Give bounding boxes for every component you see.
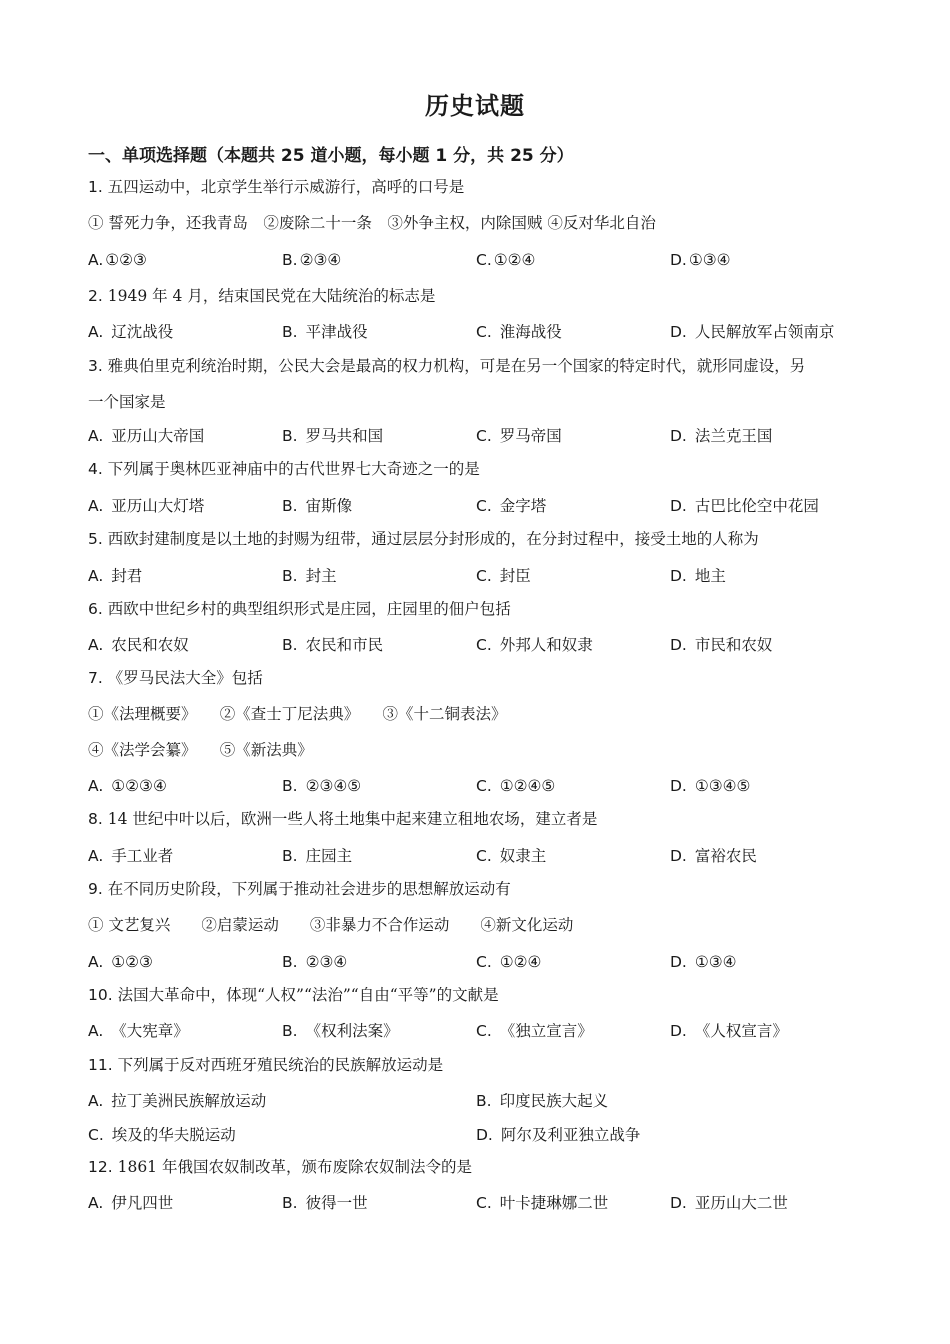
q7-option-d: D. ①③④⑤ — [670, 777, 751, 795]
q10-option-b: B. 《权利法案》 — [282, 1022, 399, 1040]
q3-option-c: C. 罗马帝国 — [476, 427, 562, 445]
q10-option-a: A. 《大宪章》 — [88, 1022, 189, 1040]
q10-option-d: D. 《人权宣言》 — [670, 1022, 788, 1040]
question-12: 12. 1861 年俄国农奴制改革，颁布废除农奴制法令的是 — [88, 1158, 472, 1176]
question-11: 11. 下列属于反对西班牙殖民统治的民族解放运动是 — [88, 1056, 444, 1074]
q9-option-c: C. ①②④ — [476, 953, 542, 971]
q8-option-d: D. 富裕农民 — [670, 847, 757, 865]
q1-option-b: B. ②③④ — [282, 251, 342, 269]
question-2: 2. 1949 年 4 月，结束国民党在大陆统治的标志是 — [88, 287, 436, 305]
q4-option-d: D. 古巴比伦空中花园 — [670, 497, 819, 515]
question-1: 1. 五四运动中，北京学生举行示威游行，高呼的口号是 — [88, 178, 465, 196]
question-8: 8. 14 世纪中叶以后，欧洲一些人将土地集中起来建立租地农场，建立者是 — [88, 810, 598, 828]
q11-option-a: A. 拉丁美洲民族解放运动 — [88, 1092, 267, 1110]
q2-option-d: D. 人民解放军占领南京 — [670, 323, 835, 341]
q6-option-d: D. 市民和农奴 — [670, 636, 773, 654]
q9-option-a: A. ①②③ — [88, 953, 153, 971]
q11-option-c: C. 埃及的华夫脱运动 — [88, 1126, 236, 1144]
q4-option-a: A. 亚历山大灯塔 — [88, 497, 205, 515]
q7-option-a: A. ①②③④ — [88, 777, 167, 795]
q12-option-b: B. 彼得一世 — [282, 1194, 368, 1212]
q1-option-d: D. ①③④ — [670, 251, 731, 269]
question-7-statements-1: ①《法理概要》 ②《查士丁尼法典》 ③《十二铜表法》 — [88, 705, 507, 723]
section-heading: 一、单项选择题（本题共 25 道小题，每小题 1 分，共 25 分） — [88, 146, 574, 166]
q12-option-c: C. 叶卡捷琳娜二世 — [476, 1194, 609, 1212]
q5-option-a: A. 封君 — [88, 567, 143, 585]
q4-option-c: C. 金字塔 — [476, 497, 547, 515]
q7-option-b: B. ②③④⑤ — [282, 777, 362, 795]
q5-option-c: C. 封臣 — [476, 567, 531, 585]
question-7-statements-2: ④《法学会纂》 ⑤《新法典》 — [88, 741, 313, 759]
q5-option-d: D. 地主 — [670, 567, 726, 585]
question-4: 4. 下列属于奥林匹亚神庙中的古代世界七大奇迹之一的是 — [88, 460, 480, 478]
q3-option-d: D. 法兰克王国 — [670, 427, 773, 445]
question-9-statements: ① 文艺复兴 ②启蒙运动 ③非暴力不合作运动 ④新文化运动 — [88, 916, 574, 934]
q8-option-a: A. 手工业者 — [88, 847, 174, 865]
q9-option-d: D. ①③④ — [670, 953, 737, 971]
question-5: 5. 西欧封建制度是以土地的封赐为纽带，通过层层分封形成的，在分封过程中，接受土地的人称为 — [88, 530, 759, 548]
q12-option-a: A. 伊凡四世 — [88, 1194, 174, 1212]
q2-option-c: C. 淮海战役 — [476, 323, 562, 341]
q2-option-a: A. 辽沈战役 — [88, 323, 174, 341]
question-3-continued: 一个国家是 — [88, 393, 166, 411]
q3-option-b: B. 罗马共和国 — [282, 427, 384, 445]
question-7: 7. 《罗马民法大全》包括 — [88, 669, 263, 687]
q6-option-a: A. 农民和农奴 — [88, 636, 189, 654]
question-3: 3. 雅典伯里克利统治时期，公民大会是最高的权力机构，可是在另一个国家的特定时代，就形同虚设，另 — [88, 357, 806, 375]
question-6: 6. 西欧中世纪乡村的典型组织形式是庄园，庄园里的佃户包括 — [88, 600, 511, 618]
q5-option-b: B. 封主 — [282, 567, 337, 585]
question-10: 10. 法国大革命中，体现“人权”“法治”“自由“平等”的文献是 — [88, 986, 499, 1004]
question-9: 9. 在不同历史阶段，下列属于推动社会进步的思想解放运动有 — [88, 880, 511, 898]
page-title: 历史试题 — [425, 92, 525, 120]
q8-option-c: C. 奴隶主 — [476, 847, 547, 865]
q3-option-a: A. 亚历山大帝国 — [88, 427, 205, 445]
q9-option-b: B. ②③④ — [282, 953, 348, 971]
q11-option-d: D. 阿尔及利亚独立战争 — [476, 1126, 641, 1144]
q6-option-c: C. 外邦人和奴隶 — [476, 636, 593, 654]
q10-option-c: C. 《独立宣言》 — [476, 1022, 593, 1040]
q7-option-c: C. ①②④⑤ — [476, 777, 556, 795]
q12-option-d: D. 亚历山大二世 — [670, 1194, 788, 1212]
q1-option-c: C. ①②④ — [476, 251, 536, 269]
q2-option-b: B. 平津战役 — [282, 323, 368, 341]
q1-option-a: A. ①②③ — [88, 251, 147, 269]
q8-option-b: B. 庄园主 — [282, 847, 353, 865]
question-1-statements: ① 誓死力争，还我青岛 ②废除二十一条 ③外争主权，内除国贼 ④反对华北自治 — [88, 214, 656, 232]
q11-option-b: B. 印度民族大起义 — [476, 1092, 609, 1110]
q4-option-b: B. 宙斯像 — [282, 497, 353, 515]
q6-option-b: B. 农民和市民 — [282, 636, 384, 654]
